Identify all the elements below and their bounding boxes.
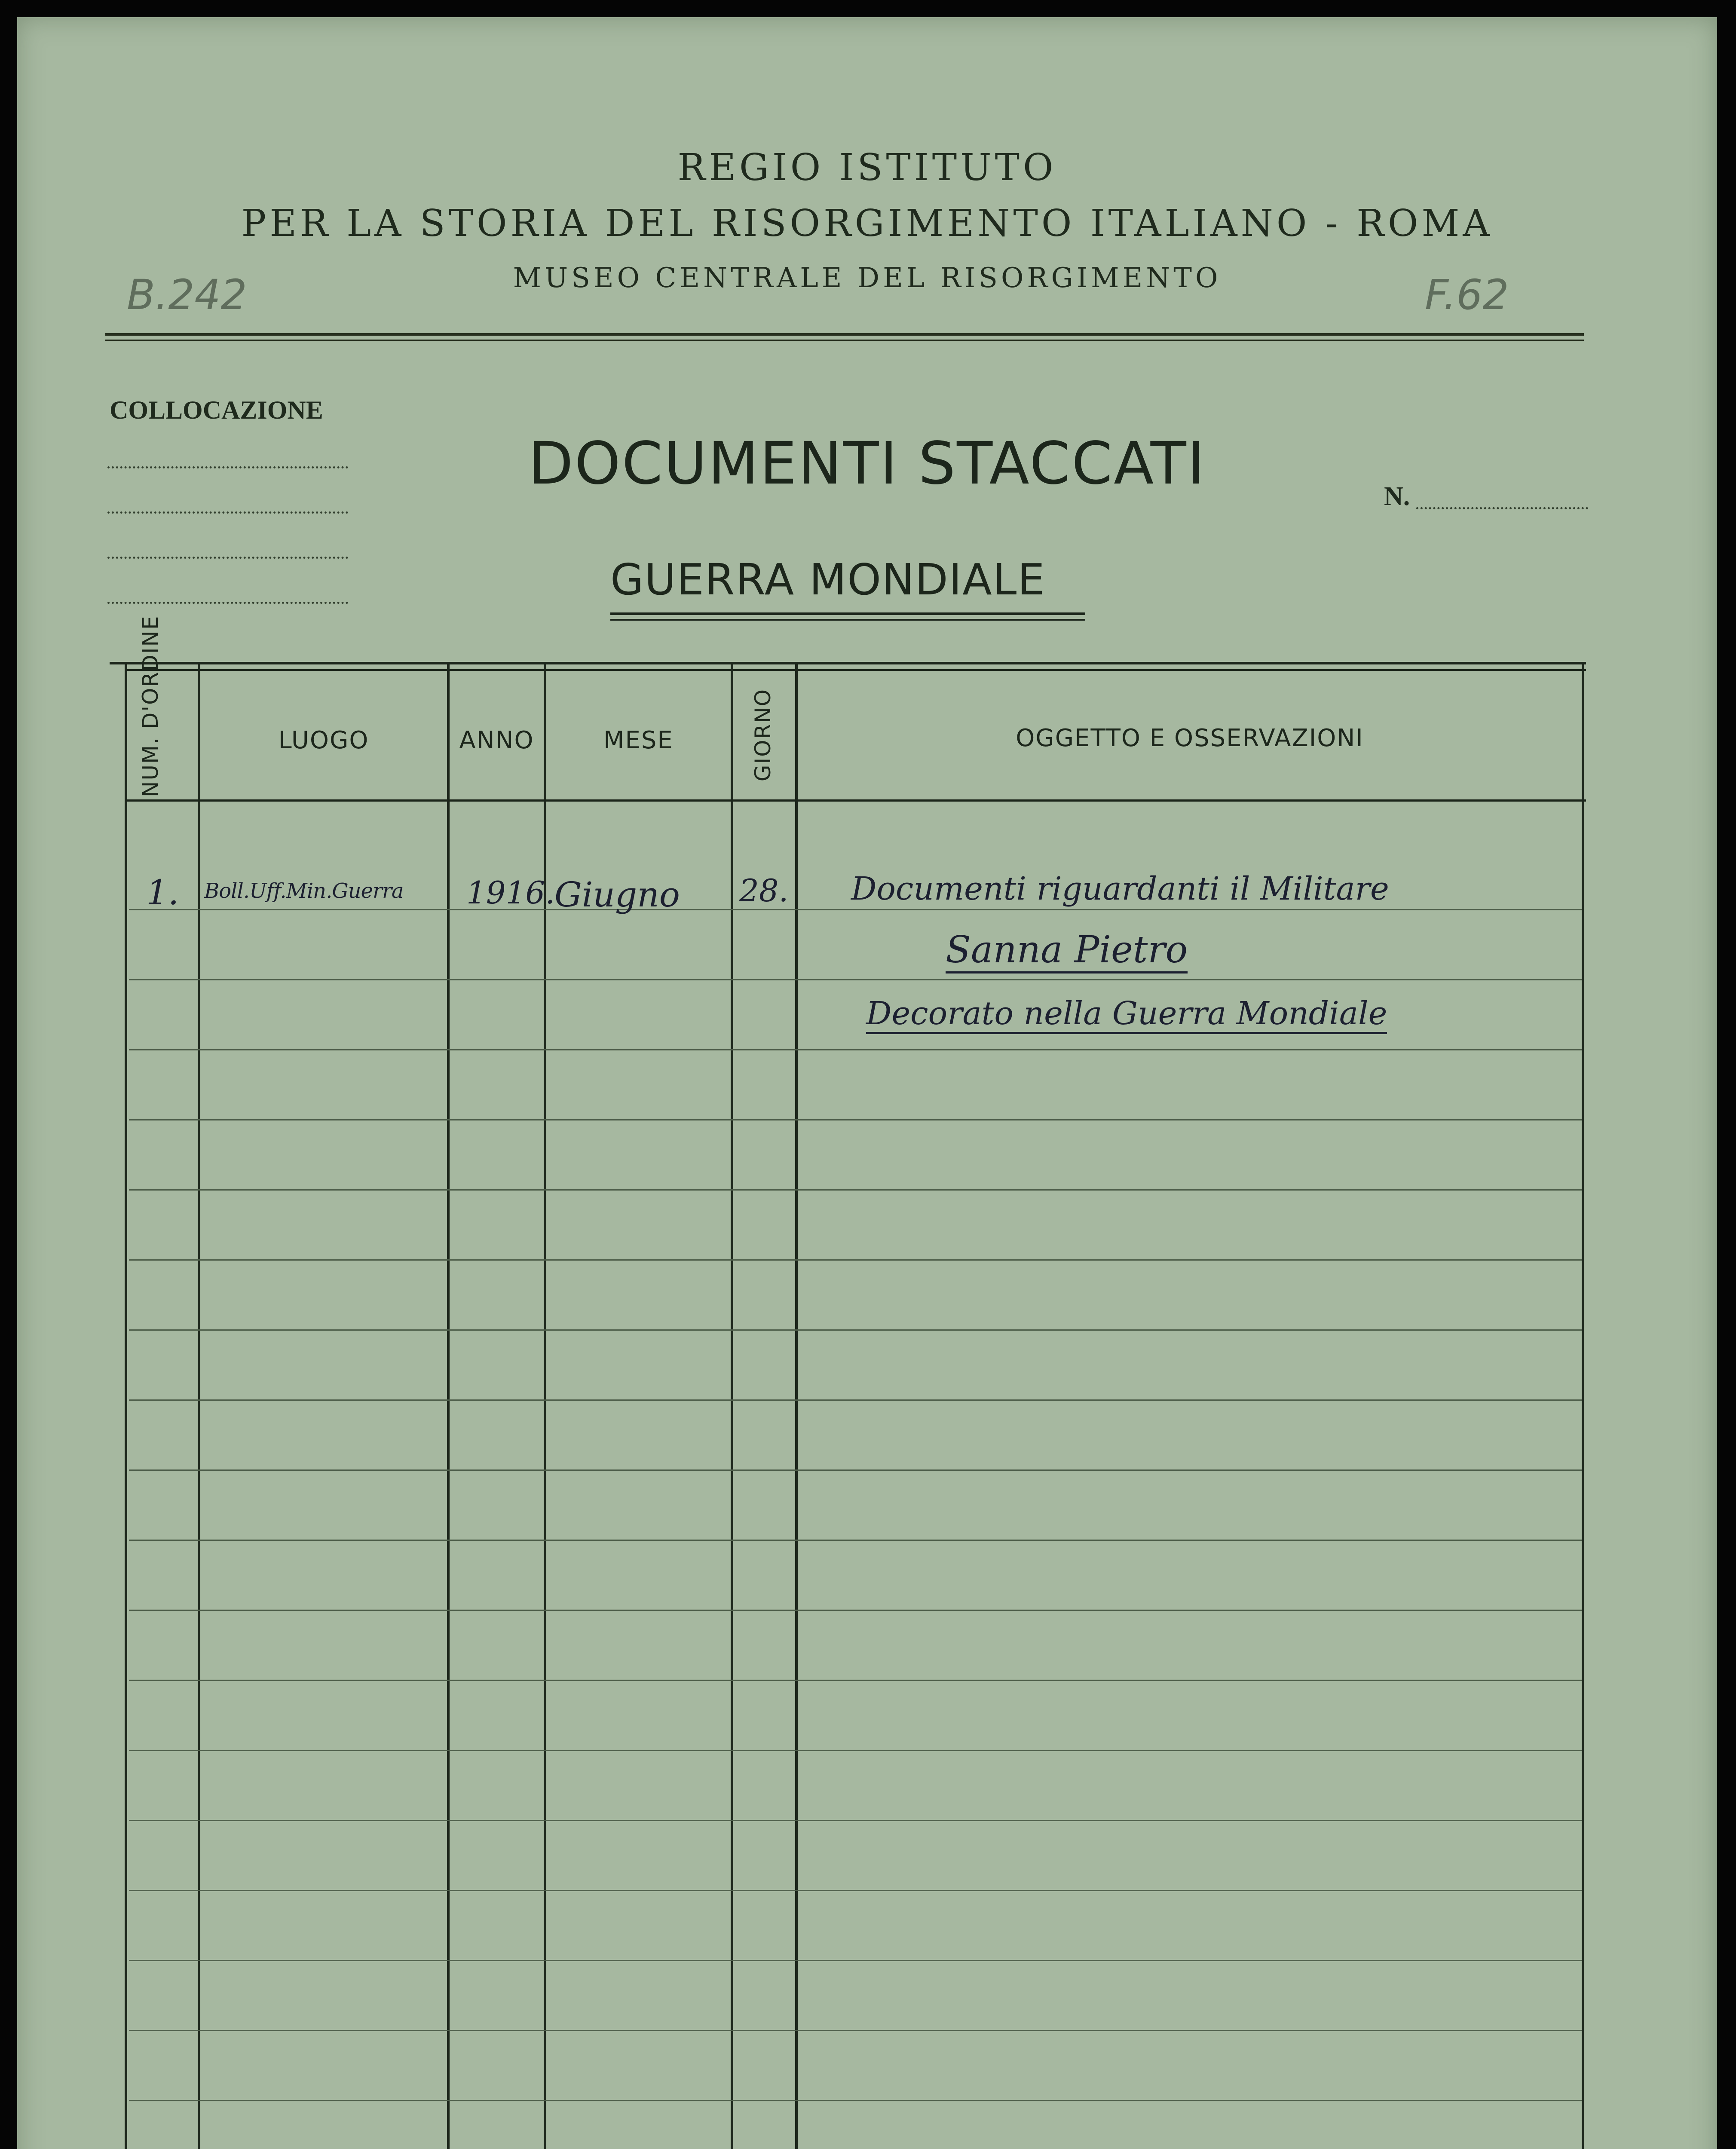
ruled-line (129, 1329, 1582, 1331)
ruled-line (129, 1960, 1582, 1961)
entry-oggetto-line1: Documenti riguardanti il Militare (851, 870, 1389, 907)
column-header-num-label: NUM. D'ORDINE (138, 615, 163, 797)
collocazione-dotline (107, 557, 348, 559)
ruled-line (129, 1610, 1582, 1611)
entry-mese: Giugno (554, 875, 680, 915)
entry-luogo: Boll.Uff.Min.Guerra (204, 879, 404, 903)
museum-name: MUSEO CENTRALE DEL RISORGIMENTO (513, 262, 1222, 294)
institute-name: REGIO ISTITUTO (677, 146, 1057, 189)
header-rule (105, 333, 1584, 336)
ruled-line (129, 2100, 1582, 2101)
entry-oggetto-line2: Sanna Pietro (946, 928, 1188, 973)
ruled-line (129, 1259, 1582, 1261)
column-header-giorno (750, 673, 776, 797)
entry-number: 1. (146, 872, 179, 912)
column-header-anno: ANNO (459, 726, 534, 754)
ruled-line (129, 1399, 1582, 1401)
ruled-line (129, 1750, 1582, 1751)
pencil-code-right: F.62 (1425, 271, 1509, 319)
column-divider (1582, 664, 1584, 2149)
pencil-code-left: B.242 (127, 271, 247, 319)
entry-anno: 1916. (466, 875, 555, 911)
ruled-line (129, 1049, 1582, 1050)
ruled-line (129, 1189, 1582, 1191)
ruled-line (129, 1119, 1582, 1120)
header-rule-thin (105, 340, 1584, 341)
column-divider (198, 664, 200, 2149)
ruled-line (129, 909, 1582, 910)
subtitle-underline (610, 612, 1085, 615)
column-header-luogo: LUOGO (278, 726, 369, 754)
ruled-line (129, 1540, 1582, 1541)
column-header-mese: MESE (603, 726, 674, 754)
institute-subtitle: PER LA STORIA DEL RISORGIMENTO ITALIANO - ROMA (241, 202, 1493, 245)
column-divider (795, 664, 798, 2149)
column-divider (125, 664, 127, 2149)
number-label: N. (1384, 482, 1410, 511)
ruled-line (129, 1680, 1582, 1681)
ruled-line (129, 1890, 1582, 1891)
number-dotline (1416, 507, 1588, 509)
document-sheet (17, 17, 1717, 2149)
column-header-giorno-label: GIORNO (750, 688, 775, 782)
ruled-line (129, 1469, 1582, 1471)
entry-oggetto-line3: Decorato nella Guerra Mondiale (866, 995, 1387, 1034)
subtitle-underline-thin (610, 619, 1085, 621)
document-title: DOCUMENTI STACCATI (528, 430, 1206, 498)
table-top-rule (110, 662, 1586, 664)
ruled-line (129, 2030, 1582, 2031)
collocazione-dotline (107, 602, 348, 604)
ruled-line (129, 979, 1582, 980)
table-header-rule (125, 799, 1586, 802)
collocazione-dotline (107, 511, 348, 514)
column-header-num (138, 615, 163, 797)
column-divider (731, 664, 733, 2149)
entry-giorno: 28. (739, 872, 789, 909)
column-divider (447, 664, 450, 2149)
ruled-line (129, 1820, 1582, 1821)
section-subtitle: GUERRA MONDIALE (610, 554, 1046, 605)
collocazione-label: COLLOCAZIONE (110, 396, 323, 424)
column-header-oggetto: OGGETTO E OSSERVAZIONI (1016, 724, 1364, 752)
table-top-rule-thin (125, 669, 1586, 671)
